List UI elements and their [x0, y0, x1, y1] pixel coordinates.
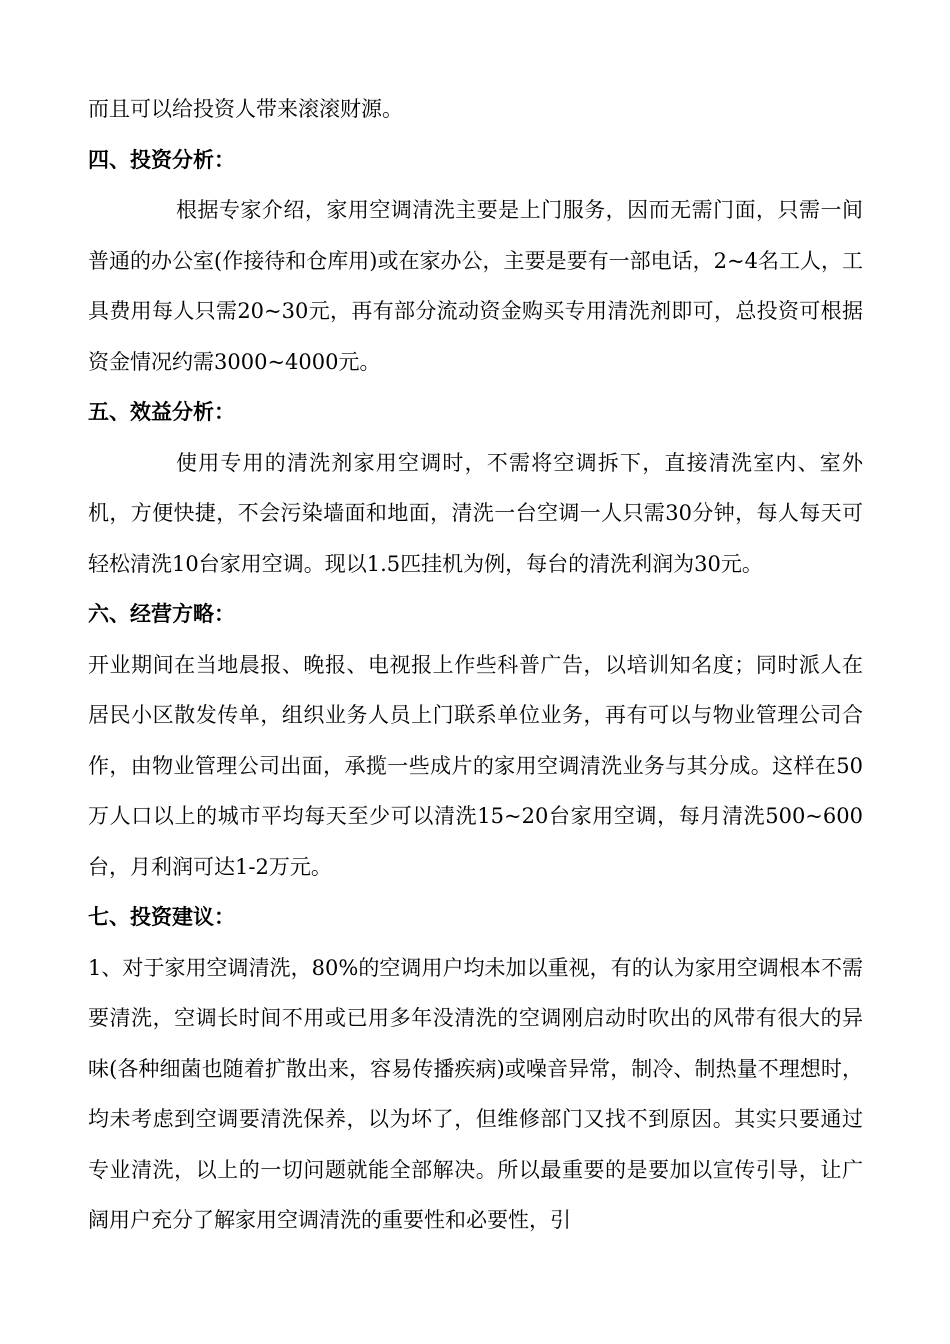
business-strategy-paragraph: 开业期间在当地晨报、晚报、电视报上作些科普广告，以培训知名度；同时派人在居民小区散发传单，组织业务人员上门联系单位业务，再有可以与物业管理公司合作，由物业管理公司出面，承揽一些成片的家用空调清洗业务与其分成。这样在50万人口以上的城市平均每天至少可以清洗15~20台家用空调，每月清洗500~600台，月利润可达1-2万元。: [88, 652, 863, 879]
investment-analysis-paragraph: 根据专家介绍，家用空调清洗主要是上门服务，因而无需门面，只需一间普通的办公室(作接待和仓库用)或在家办公，主要是要有一部电话，2~4名工人，工具费用每人只需20~30元，再有部分流动资金购买专用清洗剂即可，总投资可根据资金情况约需3000~4000元。: [88, 198, 863, 374]
intro-tail-paragraph: 而且可以给投资人带来滚滚财源。: [88, 97, 403, 121]
section-heading-benefit-analysis: 五、效益分析：: [88, 400, 235, 424]
section-heading-business-strategy: 六、经营方略：: [88, 602, 235, 626]
document-body: [88, 84, 863, 1246]
benefit-analysis-paragraph: 使用专用的清洗剂家用空调时，不需将空调拆下，直接清洗室内、室外机，方便快捷，不会污染墙面和地面，清洗一台空调一人只需30分钟，每人每天可轻松清洗10台家用空调。现以1.5匹挂机为例，每台的清洗利润为30元。: [88, 450, 863, 576]
section-heading-investment-advice: 七、投资建议：: [88, 905, 235, 929]
section-heading-investment-analysis: 四、投资分析：: [88, 147, 235, 172]
investment-advice-paragraph: 1、对于家用空调清洗，80%的空调用户均未加以重视，有的认为家用空调根本不需要清洗，空调长时间不用或已用多年没清洗的空调刚启动时吹出的风带有很大的异味(各种细菌也随着扩散出来，容易传播疾病)或噪音异常，制冷、制热量不理想时，均未考虑到空调要清洗保养，以为坏了，但维修部门又找不到原因。其实只要通过专业清洗，以上的一切问题就能全部解决。所以最重要的是要加以宣传引导，让广阔用户充分了解家用空调清洗的重要性和必要性，引: [88, 955, 863, 1232]
